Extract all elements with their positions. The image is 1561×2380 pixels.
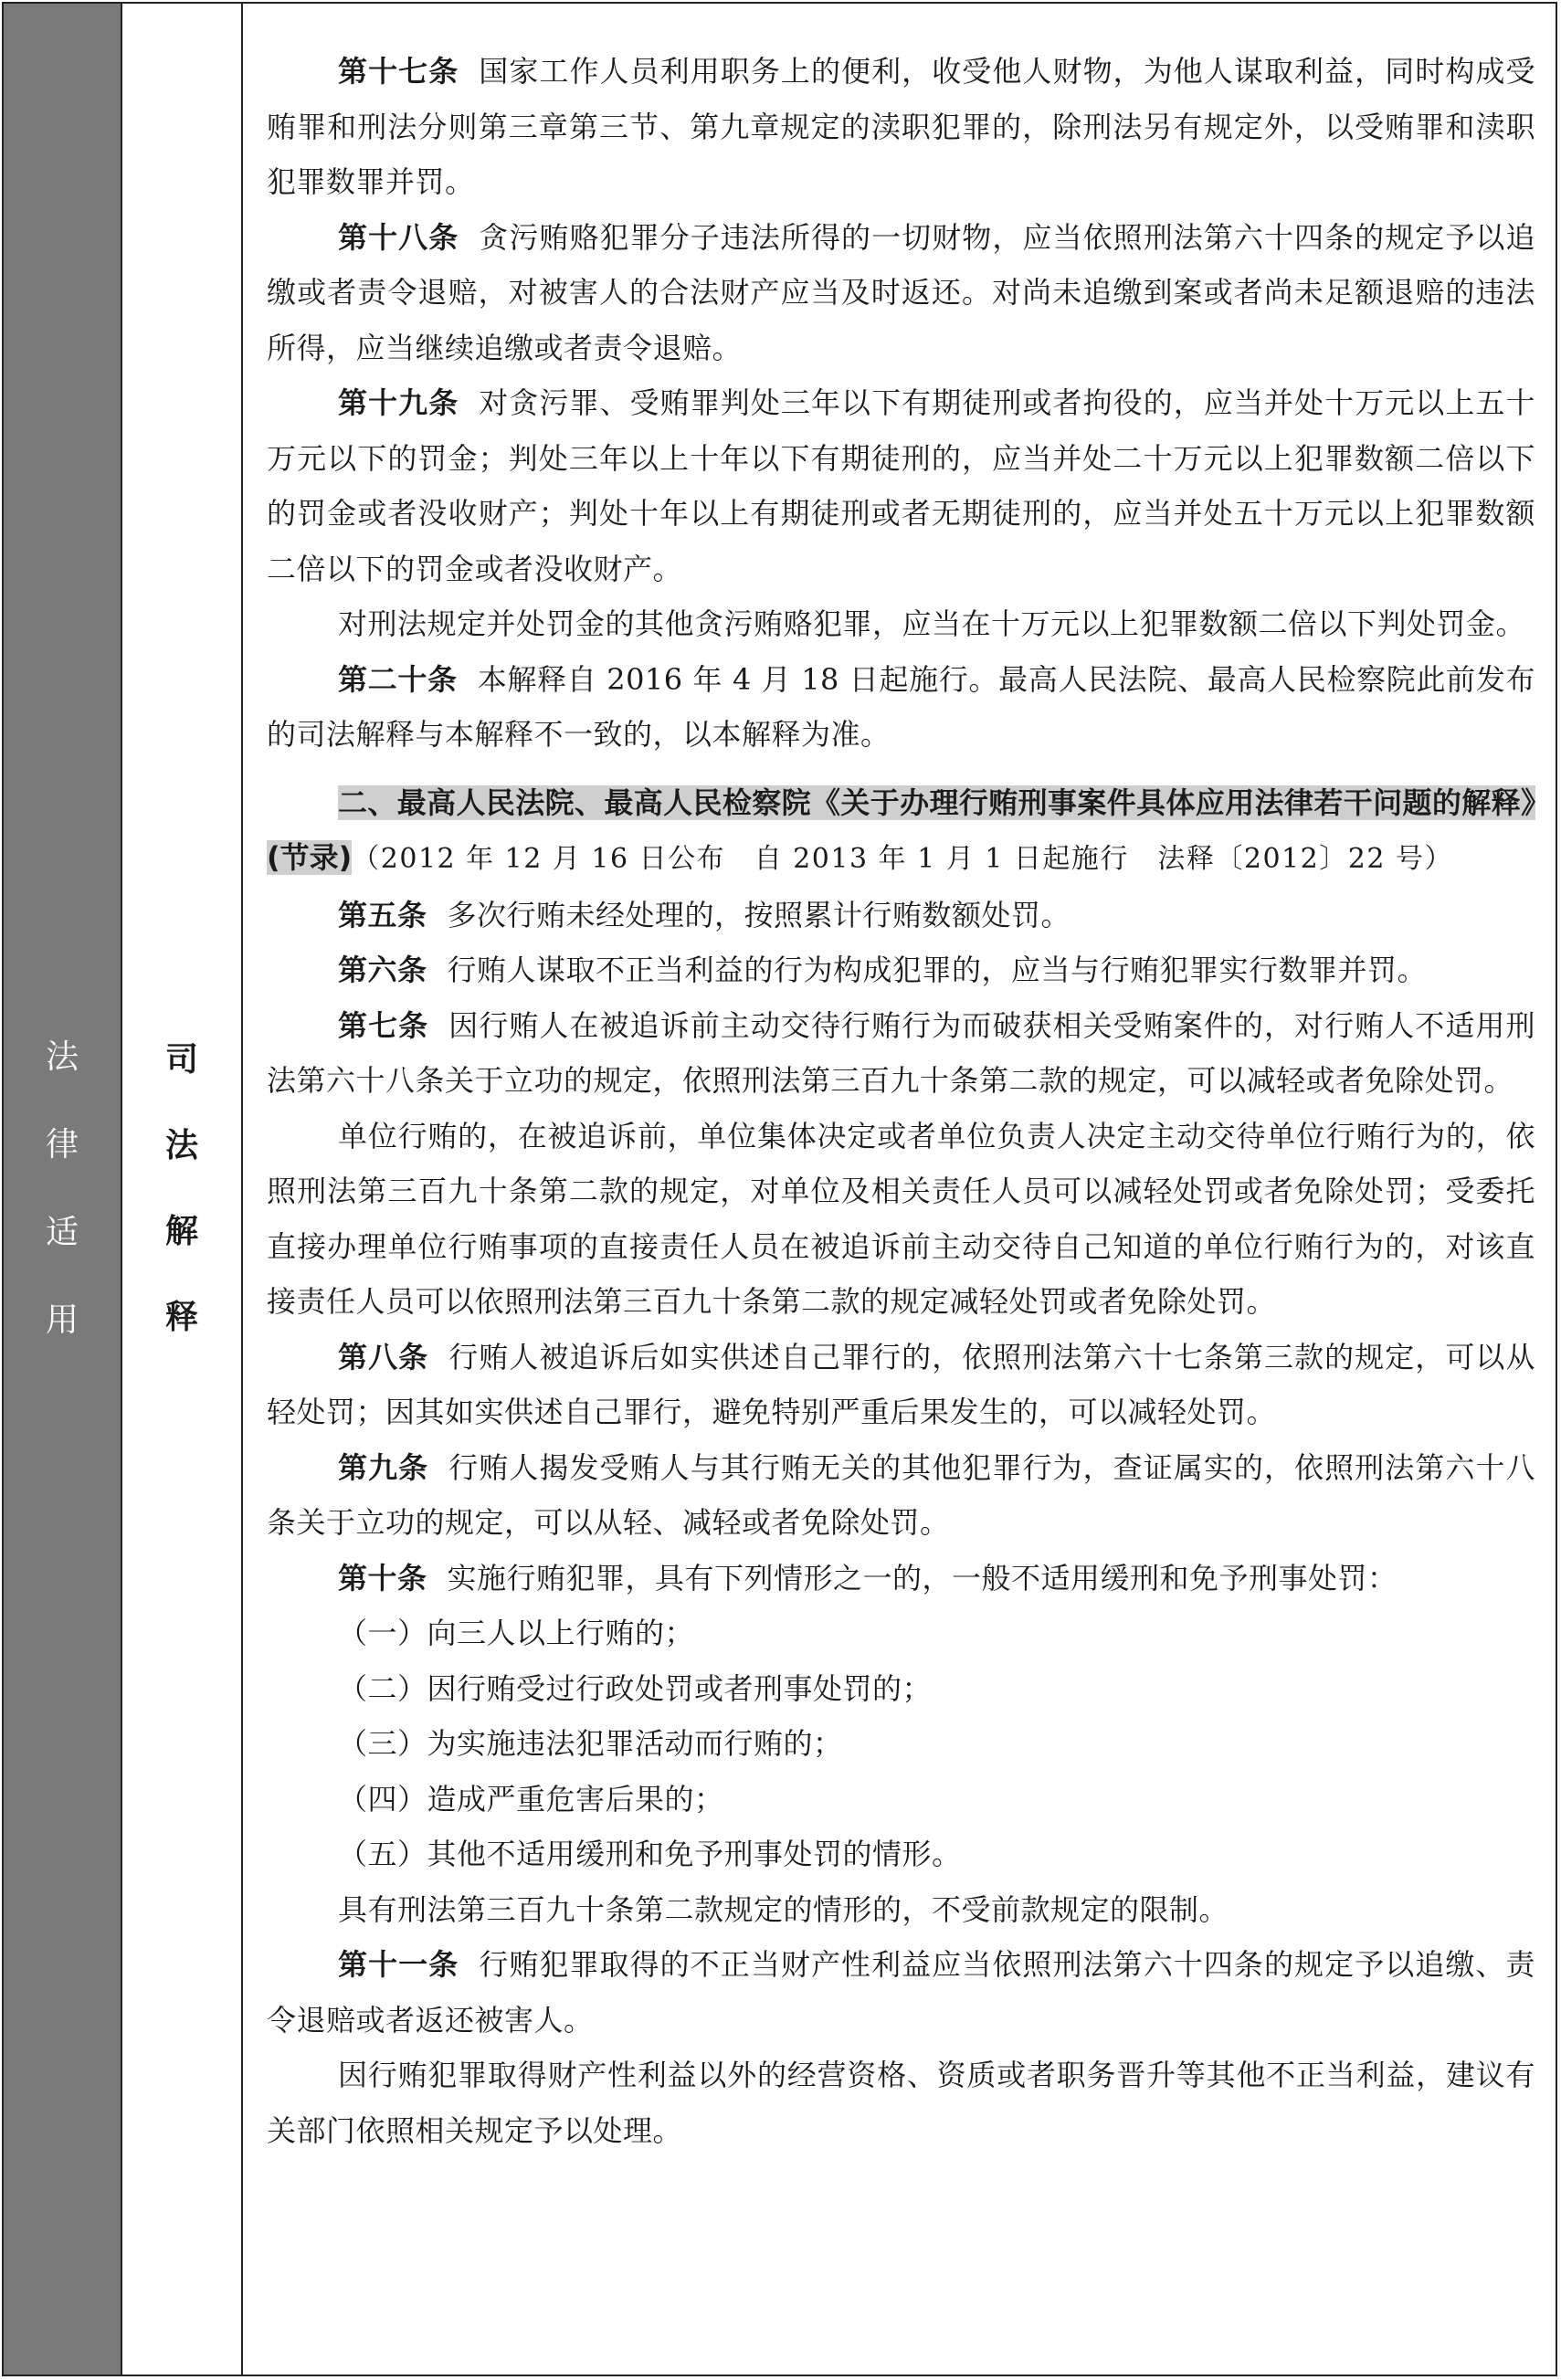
article-number: 第五条 — [338, 897, 427, 932]
paragraph-text: 具有刑法第三百九十条第二款规定的情形的，不受前款规定的限制。 — [338, 1891, 1229, 1927]
article-paragraph — [267, 888, 1535, 943]
list-item — [267, 1772, 1535, 1827]
category-column — [4, 4, 122, 2375]
article-paragraph — [267, 998, 1535, 1109]
paragraph — [267, 1109, 1535, 1330]
article-paragraph — [267, 1330, 1535, 1440]
list-item — [267, 1661, 1535, 1717]
article-paragraph — [267, 652, 1535, 763]
section-meta: （2012 年 12 月 16 日公布 自 2013 年 1 月 1 日起施行 法释〔2012〕22 号） — [352, 843, 1453, 875]
category-char: 律 — [45, 1126, 79, 1164]
paragraph-text: 对刑法规定并处罚金的其他贪污贿赂犯罪，应当在十万元以上犯罪数额二倍以下判处罚金。 — [338, 606, 1526, 641]
article-text: 行贿人揭发受贿人与其行贿无关的其他犯罪行为，查证属实的，依照刑法第六十八条关于立功的规定，可以从轻、减轻或者免除处罚。 — [267, 1449, 1535, 1540]
list-item-text: （二）因行贿受过行政处罚或者刑事处罚的； — [338, 1670, 933, 1706]
list-item — [267, 1827, 1535, 1882]
article-number: 第十七条 — [338, 54, 459, 89]
section-heading — [267, 775, 1535, 888]
list-item-text: （一）向三人以上行贿的； — [338, 1616, 695, 1650]
article-text: 行贿犯罪取得的不正当财产性利益应当依照刑法第六十四条的规定予以追缴、责令退赔或者返还被害人。 — [267, 1947, 1535, 2038]
article-number: 第二十条 — [338, 661, 458, 697]
article-text: 行贿人谋取不正当利益的行为构成犯罪的，应当与行贿犯罪实行数罪并罚。 — [447, 953, 1428, 987]
subcategory-char: 司 — [164, 1041, 198, 1079]
article-text: 多次行贿未经处理的，按照累计行贿数额处罚。 — [447, 897, 1071, 932]
section-title: 二、最高人民法院、最高人民检察院《关于办理行贿刑事案件具体应用法律若干问题的解释》(节录) — [267, 785, 1535, 875]
article-text: 贪污贿赂犯罪分子违法所得的一切财物，应当依照刑法第六十四条的规定予以追缴或者责令退赔，对被害人的合法财产应当及时返还。对尚未追缴到案或者尚未足额退赔的违法所得，应当继续追缴或者责令退赔。 — [267, 219, 1535, 365]
article-paragraph — [267, 44, 1535, 210]
article-text: 行贿人被追诉后如实供述自己罪行的，依照刑法第六十七条第三款的规定，可以从轻处罚；因其如实供述自己罪行，避免特别严重后果发生的，可以减轻处罚。 — [267, 1339, 1535, 1429]
article-text: 因行贿人在被追诉前主动交待行贿行为而破获相关受贿案件的，对行贿人不适用刑法第六十八条关于立功的规定，依照刑法第三百九十条第二款的规定，可以减轻或者免除处罚。 — [267, 1007, 1535, 1098]
article-number: 第九条 — [338, 1449, 429, 1485]
subcategory-char: 解 — [164, 1213, 198, 1250]
article-number: 第十九条 — [338, 385, 459, 420]
article-paragraph — [267, 943, 1535, 998]
article-paragraph — [267, 375, 1535, 596]
article-text: 实施行贿犯罪，具有下列情形之一的，一般不适用缓刑和免予刑事处罚： — [447, 1560, 1398, 1595]
article-text: 国家工作人员利用职务上的便利，收受他人财物，为他人谋取利益，同时构成受贿罪和刑法分则第三章第三节、第九章规定的渎职犯罪的，除刑法另有规定外，以受贿罪和渎职犯罪数罪并罚。 — [267, 54, 1535, 199]
list-item — [267, 1716, 1535, 1772]
article-number: 第十条 — [338, 1560, 427, 1595]
article-paragraph — [267, 1440, 1535, 1551]
subcategory-column — [122, 4, 243, 2375]
article-number: 第十一条 — [338, 1947, 459, 1982]
article-paragraph — [267, 210, 1535, 376]
document-table — [2, 2, 1557, 2376]
paragraph — [267, 2048, 1535, 2158]
paragraph — [267, 1882, 1535, 1938]
category-char: 用 — [45, 1301, 79, 1339]
article-paragraph — [267, 1937, 1535, 2048]
subcategory-char: 释 — [164, 1299, 198, 1336]
article-text: 本解释自 2016 年 4 月 18 日起施行。最高人民法院、最高人民检察院此前发布的司法解释与本解释不一致的，以本解释为准。 — [267, 661, 1535, 752]
list-item — [267, 1606, 1535, 1661]
article-number: 第十八条 — [338, 219, 459, 255]
paragraph — [267, 596, 1535, 652]
subcategory-char: 法 — [164, 1127, 198, 1164]
article-paragraph — [267, 1551, 1535, 1606]
article-number: 第六条 — [338, 953, 427, 987]
article-text: 对贪污罪、受贿罪判处三年以下有期徒刑或者拘役的，应当并处十万元以上五十万元以下的罚金；判处三年以上十年以下有期徒刑的，应当并处二十万元以上犯罪数额二倍以下的罚金或者没收财产；判处十年以上有期徒刑或者无期徒刑的，应当并处五十万元以上犯罪数额二倍以下的罚金或者没收财产。 — [267, 385, 1535, 586]
list-item-text: （四）造成严重危害后果的； — [338, 1781, 724, 1817]
paragraph-text: 因行贿犯罪取得财产性利益以外的经营资格、资质或者职务晋升等其他不正当利益，建议有关部门依照相关规定予以处理。 — [267, 2058, 1535, 2148]
article-number: 第八条 — [338, 1339, 429, 1374]
paragraph-text: 单位行贿的，在被追诉前，单位集体决定或者单位负责人决定主动交待单位行贿行为的，依照刑法第三百九十条第二款的规定，对单位及相关责任人员可以减轻处罚或者免除处罚；受委托直接办理单位行贿事项的直接责任人员在被追诉前主动交待自己知道的单位行贿行为的，对该直接责任人员可以依照刑法第三百九十条第二款的规定减轻处罚或者免除处罚。 — [267, 1118, 1535, 1319]
category-char: 适 — [45, 1214, 79, 1251]
article-number: 第七条 — [338, 1007, 429, 1043]
category-char: 法 — [45, 1038, 79, 1076]
content-column — [243, 4, 1556, 2375]
list-item-text: （三）为实施违法犯罪活动而行贿的； — [338, 1726, 843, 1761]
list-item-text: （五）其他不适用缓刑和免予刑事处罚的情形。 — [338, 1837, 962, 1871]
